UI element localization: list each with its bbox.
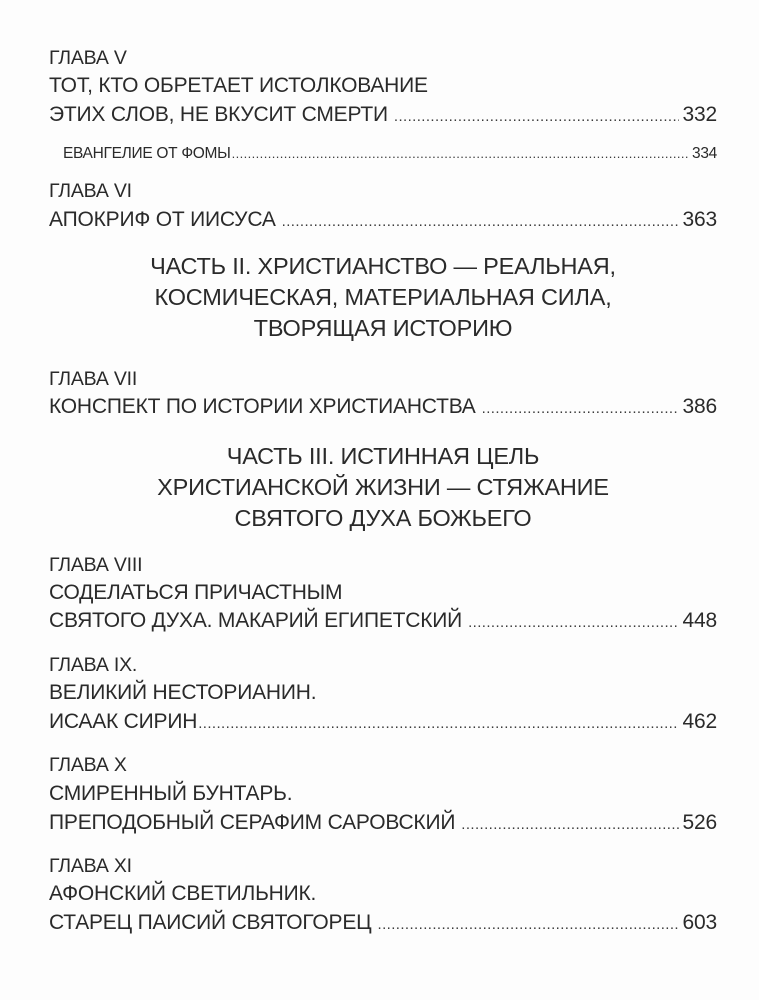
part-2-line1: ЧАСТЬ II. ХРИСТИАНСТВО — РЕАЛЬНАЯ, <box>150 253 616 279</box>
chapter-6-title: АПОКРИФ ОТ ИИСУСА <box>49 208 276 231</box>
dot-leader <box>378 912 679 938</box>
chapter-9-label: ГЛАВА IX. <box>49 654 138 676</box>
chapter-5-label: ГЛАВА V <box>49 47 127 69</box>
chapter-11-title-line2: СТАРЕЦ ПАИСИЙ СВЯТОГОРЕЦ <box>49 911 372 934</box>
chapter-7-entry <box>49 394 717 422</box>
chapter-7-page: 386 <box>682 395 717 418</box>
chapter-5-sub-title: ЕВАНГЕЛИЕ ОТ ФОМЫ <box>63 145 231 162</box>
chapter-10-title-line2: ПРЕПОДОБНЫЙ СЕРАФИМ САРОВСКИЙ <box>49 811 456 834</box>
chapter-8-title-line2: СВЯТОГО ДУХА. МАКАРИЙ ЕГИПЕТСКИЙ <box>49 609 463 632</box>
chapter-11-page: 603 <box>682 911 717 934</box>
chapter-8-page: 448 <box>682 609 717 632</box>
chapter-5-entry <box>49 102 717 130</box>
chapter-8-label: ГЛАВА VIII <box>49 554 143 576</box>
chapter-11-label: ГЛАВА XI <box>49 855 132 877</box>
chapter-11-entry <box>49 910 717 938</box>
chapter-5-sub-page: 334 <box>692 145 717 162</box>
chapter-8-entry <box>49 608 717 636</box>
part-2-line3: ТВОРЯЩАЯ ИСТОРИЮ <box>253 315 513 341</box>
chapter-11-title-line1: АФОНСКИЙ СВЕТИЛЬНИК. <box>49 882 317 905</box>
chapter-6-page: 363 <box>682 208 717 231</box>
chapter-5-sub-entry <box>63 141 717 167</box>
chapter-10-title-line1: СМИРЕННЫЙ БУНТАРЬ. <box>49 782 293 805</box>
chapter-9-title-line1: ВЕЛИКИЙ НЕСТОРИАНИН. <box>49 681 317 704</box>
dot-leader <box>394 104 679 130</box>
dot-leader <box>482 396 679 422</box>
chapter-10-label: ГЛАВА X <box>49 754 127 776</box>
dot-leader <box>282 209 679 235</box>
chapter-9-title-line2: ИСААК СИРИН <box>49 710 198 733</box>
chapter-9-entry <box>49 709 717 737</box>
part-2-heading <box>49 251 717 344</box>
chapter-10-entry <box>49 810 717 838</box>
part-3-line2: ХРИСТИАНСКОЙ ЖИЗНИ — СТЯЖАНИЕ <box>157 474 609 500</box>
chapter-5-title-line2: ЭТИХ СЛОВ, НЕ ВКУСИТ СМЕРТИ <box>49 103 388 126</box>
chapter-6-label: ГЛАВА VI <box>49 180 132 202</box>
chapter-10-page: 526 <box>682 811 717 834</box>
chapter-5-page: 332 <box>682 103 717 126</box>
chapter-5-title-line1: ТОТ, КТО ОБРЕТАЕТ ИСТОЛКОВАНИЕ <box>49 74 428 97</box>
chapter-7-label: ГЛАВА VII <box>49 368 138 390</box>
chapter-8-title-line1: СОДЕЛАТЬСЯ ПРИЧАСТНЫМ <box>49 581 343 604</box>
part-3-line3: СВЯТОГО ДУХА БОЖЬЕГО <box>234 505 532 531</box>
part-2-line2: КОСМИЧЕСКАЯ, МАТЕРИАЛЬНАЯ СИЛА, <box>154 284 612 310</box>
part-3-heading <box>49 441 717 534</box>
chapter-9-page: 462 <box>682 710 717 733</box>
dot-leader <box>198 711 678 737</box>
part-3-line1: ЧАСТЬ III. ИСТИННАЯ ЦЕЛЬ <box>226 443 540 469</box>
dot-leader <box>232 141 688 167</box>
chapter-6-entry <box>49 207 717 235</box>
dot-leader <box>468 610 678 636</box>
chapter-7-title: КОНСПЕКТ ПО ИСТОРИИ ХРИСТИАНСТВА <box>49 395 476 418</box>
dot-leader <box>461 812 678 838</box>
